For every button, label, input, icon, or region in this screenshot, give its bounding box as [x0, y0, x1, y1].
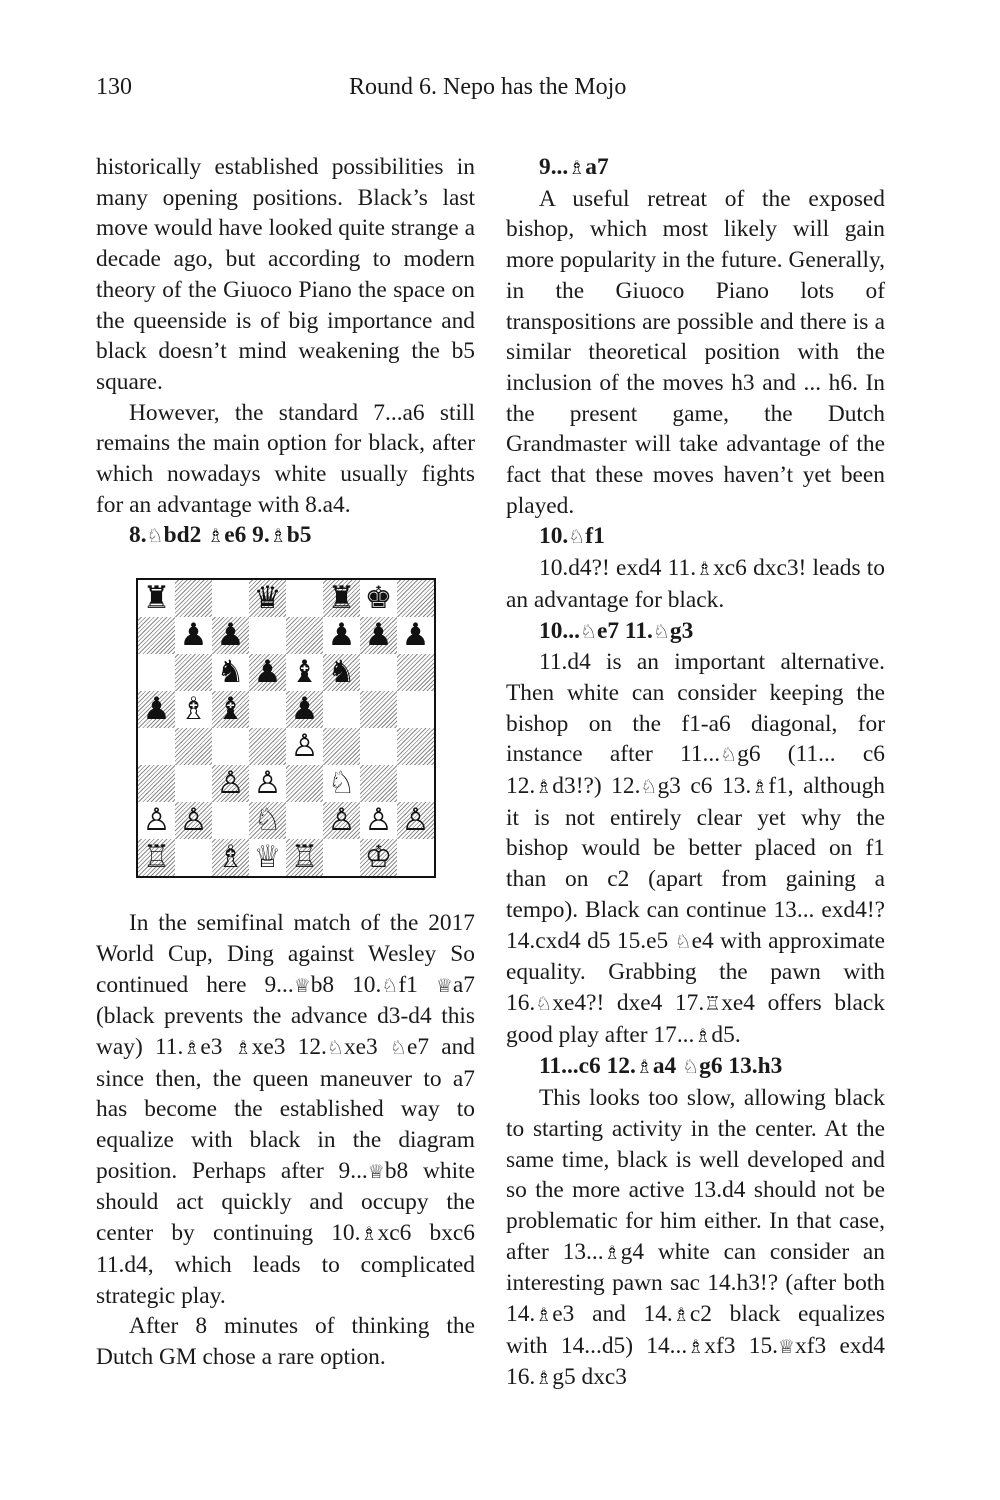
piece: ♙ [142, 802, 171, 839]
page-number: 130 [96, 74, 132, 100]
piece: ♙ [364, 802, 393, 839]
piece: ♘ [253, 802, 282, 839]
square-a7 [138, 617, 175, 654]
queen-glyph: ♕ [293, 974, 311, 997]
square-d3 [249, 765, 286, 802]
square-b2 [175, 802, 212, 839]
square-g3 [360, 765, 397, 802]
knight-glyph: ♘ [326, 1036, 344, 1059]
square-e2 [286, 802, 323, 839]
square-g7 [360, 617, 397, 654]
piece: ♜ [327, 580, 356, 617]
piece: ♝ [216, 691, 245, 728]
square-c7 [212, 617, 249, 654]
square-h3 [397, 765, 434, 802]
knight-glyph: ♘ [146, 525, 164, 548]
square-h6 [397, 654, 434, 691]
queen-glyph: ♕ [367, 1160, 385, 1183]
piece: ♖ [142, 839, 171, 876]
piece: ♟ [216, 617, 245, 654]
square-f8 [323, 580, 360, 617]
square-f4 [323, 728, 360, 765]
square-g2 [360, 802, 397, 839]
bishop-glyph: ♗ [535, 1367, 553, 1390]
square-d2 [249, 802, 286, 839]
bishop-glyph: ♗ [207, 525, 225, 548]
bishop-glyph: ♗ [603, 1241, 621, 1264]
paragraph: However, the standard 7...a6 still remains the main option for black, after which nowadays white usually fights for an advantage with 8.a4. [96, 399, 475, 518]
square-f2 [323, 802, 360, 839]
move-heading: 9...♗a7 [539, 154, 609, 180]
knight-glyph: ♘ [682, 1056, 700, 1079]
piece: ♖ [290, 839, 319, 876]
bishop-glyph: ♗ [568, 157, 586, 179]
square-a2 [138, 802, 175, 839]
piece: ♚ [364, 580, 393, 617]
square-e8 [286, 580, 323, 617]
square-b1 [175, 839, 212, 876]
bishop-glyph: ♗ [234, 1036, 252, 1059]
square-f1 [323, 839, 360, 876]
knight-glyph: ♘ [535, 992, 553, 1015]
square-g4 [360, 728, 397, 765]
piece: ♙ [401, 802, 430, 839]
left-column [96, 152, 475, 1373]
piece: ♟ [290, 691, 319, 728]
square-h2 [397, 802, 434, 839]
running-head: Round 6. Nepo has the Mojo [349, 74, 627, 100]
paragraph: 10.d4?! exd4 11.♗xc6 dxc3! leads to an advantage for black. [506, 555, 885, 613]
square-c8 [212, 580, 249, 617]
square-a3 [138, 765, 175, 802]
bishop-glyph: ♗ [360, 1223, 378, 1246]
square-b7 [175, 617, 212, 654]
piece: ♟ [401, 617, 430, 654]
paragraph: This looks too slow, allowing black to starting activity in the center. At the same time, black is well developed and so the more active 13.d4 should not be problematic for him either. In that case, after 13...♗g4 white can consider an interesting pawn sac 14.h3!? (after both 14.♗e3 and 14.♗c2 black equalizes with 14...d5) 14...♗xf3 15.♕xf3 exd4 16.♗g5 dxc3 [506, 1085, 886, 1391]
knight-glyph: ♘ [720, 744, 738, 767]
bishop-glyph: ♗ [687, 1335, 705, 1358]
square-a1 [138, 839, 175, 876]
piece: ♙ [216, 765, 245, 802]
square-g5 [360, 691, 397, 728]
square-f3 [323, 765, 360, 802]
square-g1 [360, 839, 397, 876]
piece: ♞ [216, 654, 245, 691]
square-c4 [212, 728, 249, 765]
piece: ♟ [327, 617, 356, 654]
square-d1 [249, 839, 286, 876]
rook-glyph: ♖ [704, 992, 722, 1015]
bishop-glyph: ♗ [751, 776, 769, 799]
bishop-glyph: ♗ [269, 525, 287, 548]
piece: ♝ [290, 654, 319, 691]
square-c5 [212, 691, 249, 728]
square-f5 [323, 691, 360, 728]
piece: ♙ [253, 765, 282, 802]
piece: ♟ [253, 654, 282, 691]
piece: ♘ [327, 765, 356, 802]
piece: ♕ [253, 839, 282, 876]
square-a5 [138, 691, 175, 728]
bishop-glyph: ♗ [635, 1056, 653, 1079]
bishop-glyph: ♗ [535, 1304, 553, 1327]
piece: ♞ [327, 654, 356, 691]
move-heading: 11...c6 12.♗a4 ♘g6 13.h3 [539, 1053, 783, 1080]
square-b8 [175, 580, 212, 617]
square-a8 [138, 580, 175, 617]
square-e1 [286, 839, 323, 876]
piece: ♟ [179, 617, 208, 654]
square-b3 [175, 765, 212, 802]
square-e7 [286, 617, 323, 654]
square-e3 [286, 765, 323, 802]
piece: ♔ [364, 839, 393, 876]
square-h5 [397, 691, 434, 728]
bishop-glyph: ♗ [694, 1024, 712, 1047]
square-f7 [323, 617, 360, 654]
paragraph: After 8 minutes of thinking the Dutch GM chose a rare option. [96, 1313, 475, 1370]
square-c1 [212, 839, 249, 876]
paragraph: 11.d4 is an important alternative. Then white can consider keeping the bishop on the f1-a6 diagonal, for instance after 11...♘g6 (11... c6 12.♗d3!?) 12.♘g3 c6 13.♗f1, although it is not entirely clear yet why the bishop would be better placed on f1 than on c2 (apart from gaining a tempo). Black can continue 13... exd4!? 14.cxd4 d5 15.e5 ♘e4 with approximate equality. Grabbing the pawn with 16.♘xe4?! dxe4 17.♖xe4 offers black good play after 17...♗d5. [506, 649, 885, 1048]
piece: ♗ [179, 691, 208, 728]
bishop-glyph: ♗ [535, 776, 553, 799]
square-d5 [249, 691, 286, 728]
square-a4 [138, 728, 175, 765]
knight-glyph: ♘ [389, 1036, 407, 1059]
paragraph: In the semifinal match of the 2017 World Cup, Ding against Wesley So continued here 9...♕b8 10.♘f1 ♕a7 (black prevents the advance d3-d4 this way) 11.♗e3 ♗xe3 12.♘xe3 ♘e7 and since then, the queen maneuver to a7 has become the established way to equalize with black in the diagram position. Perhaps after 9...♕b8 white should act quickly and occupy the center by continuing 10.♗xc6 bxc6 11.d4, which leads to complicated strategic play. [96, 910, 475, 1309]
move-heading: 10...♘e7 11.♘g3 [539, 617, 694, 644]
square-h8 [397, 580, 434, 617]
knight-glyph: ♘ [652, 620, 670, 643]
square-g6 [360, 654, 397, 691]
square-b6 [175, 654, 212, 691]
bishop-glyph: ♗ [696, 558, 714, 581]
knight-glyph: ♘ [568, 526, 586, 549]
queen-glyph: ♕ [435, 974, 453, 997]
square-g8 [360, 580, 397, 617]
piece: ♙ [290, 728, 319, 765]
paragraph: historically established possibilities in many opening positions. Black’s last move would have looked quite strange a decade ago, but according to modern theory of the Giuoco Piano the space on the queenside is of big importance and black doesn’t mind weakening the b5 square. [96, 154, 475, 395]
knight-glyph: ♘ [381, 974, 399, 997]
square-c2 [212, 802, 249, 839]
square-e6 [286, 654, 323, 691]
queen-glyph: ♕ [778, 1335, 796, 1358]
square-e4 [286, 728, 323, 765]
bishop-glyph: ♗ [183, 1036, 201, 1059]
move-heading: 10.♘f1 [539, 523, 605, 550]
right-column [506, 152, 885, 1394]
square-d4 [249, 728, 286, 765]
chess-diagram [136, 578, 436, 878]
piece: ♟ [364, 617, 393, 654]
square-b5 [175, 691, 212, 728]
page-header [0, 74, 1000, 108]
piece: ♜ [142, 580, 171, 617]
knight-glyph: ♘ [640, 776, 658, 799]
square-b4 [175, 728, 212, 765]
bishop-glyph: ♗ [672, 1304, 690, 1327]
square-c3 [212, 765, 249, 802]
piece: ♙ [327, 802, 356, 839]
square-c6 [212, 654, 249, 691]
square-d7 [249, 617, 286, 654]
square-f6 [323, 654, 360, 691]
paragraph: A useful retreat of the exposed bishop, which most likely will gain more popularity in the future. Generally, in the Giuoco Piano lots of transpositions are possible and there is a similar theoretical position with the inclusion of the moves h3 and ... h6. In the present game, the Dutch Grandmaster will take advantage of the fact that these moves haven’t yet been played. [506, 185, 885, 519]
square-h4 [397, 728, 434, 765]
square-h1 [397, 839, 434, 876]
piece: ♗ [216, 839, 245, 876]
move-heading: 8.♘bd2 ♗e6 9.♗b5 [129, 522, 312, 549]
piece: ♙ [179, 802, 208, 839]
piece: ♟ [142, 691, 171, 728]
knight-glyph: ♘ [579, 620, 597, 643]
square-d6 [249, 654, 286, 691]
square-h7 [397, 617, 434, 654]
square-d8 [249, 580, 286, 617]
square-a6 [138, 654, 175, 691]
square-e5 [286, 691, 323, 728]
piece: ♛ [253, 580, 282, 617]
knight-glyph: ♘ [674, 930, 692, 953]
